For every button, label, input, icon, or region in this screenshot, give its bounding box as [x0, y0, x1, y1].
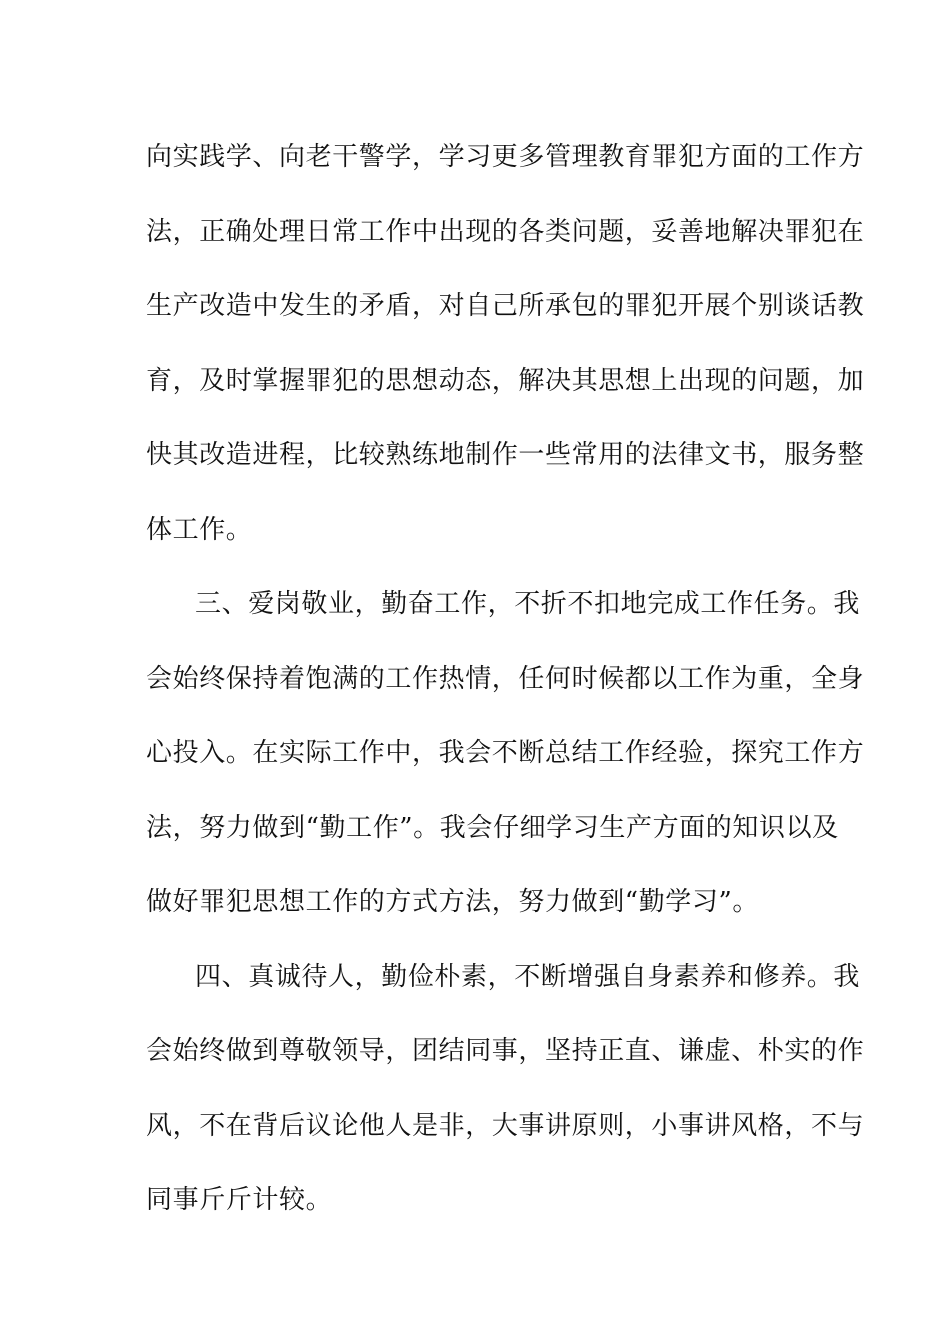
text-line: 育，及时掌握罪犯的思想动态，解决其思想上出现的问题，加 [146, 366, 865, 396]
text-line: 会始终做到尊敬领导，团结同事，坚持正直、谦虚、朴实的作 [146, 1036, 865, 1066]
paragraph-three-heading-line: 三、爱岗敬业，勤奋工作，不折不扣地完成工作任务。我 [195, 589, 861, 619]
paragraph-four-heading-line: 四、真诚待人，勤俭朴素，不断增强自身素养和修养。我 [195, 962, 861, 992]
text-line: 生产改造中发生的矛盾，对自己所承包的罪犯开展个别谈话教 [146, 291, 865, 321]
text-line: 心投入。在实际工作中，我会不断总结工作经验，探究工作方 [146, 738, 865, 768]
text-line: 向实践学、向老干警学，学习更多管理教育罪犯方面的工作方 [146, 142, 865, 172]
text-line: 法，努力做到“勤工作”。我会仔细学习生产方面的知识以及 [146, 813, 839, 843]
text-line: 会始终保持着饱满的工作热情，任何时候都以工作为重，全身 [146, 664, 865, 694]
text-line: 快其改造进程，比较熟练地制作一些常用的法律文书，服务整 [146, 440, 865, 470]
text-line: 做好罪犯思想工作的方式方法，努力做到“勤学习”。 [146, 887, 759, 917]
text-line: 体工作。 [146, 515, 253, 545]
text-line: 法，正确处理日常工作中出现的各类问题，妥善地解决罪犯在 [146, 217, 865, 247]
text-line: 风，不在背后议论他人是非，大事讲原则，小事讲风格，不与 [146, 1111, 865, 1141]
text-line: 同事斤斤计较。 [146, 1185, 333, 1215]
